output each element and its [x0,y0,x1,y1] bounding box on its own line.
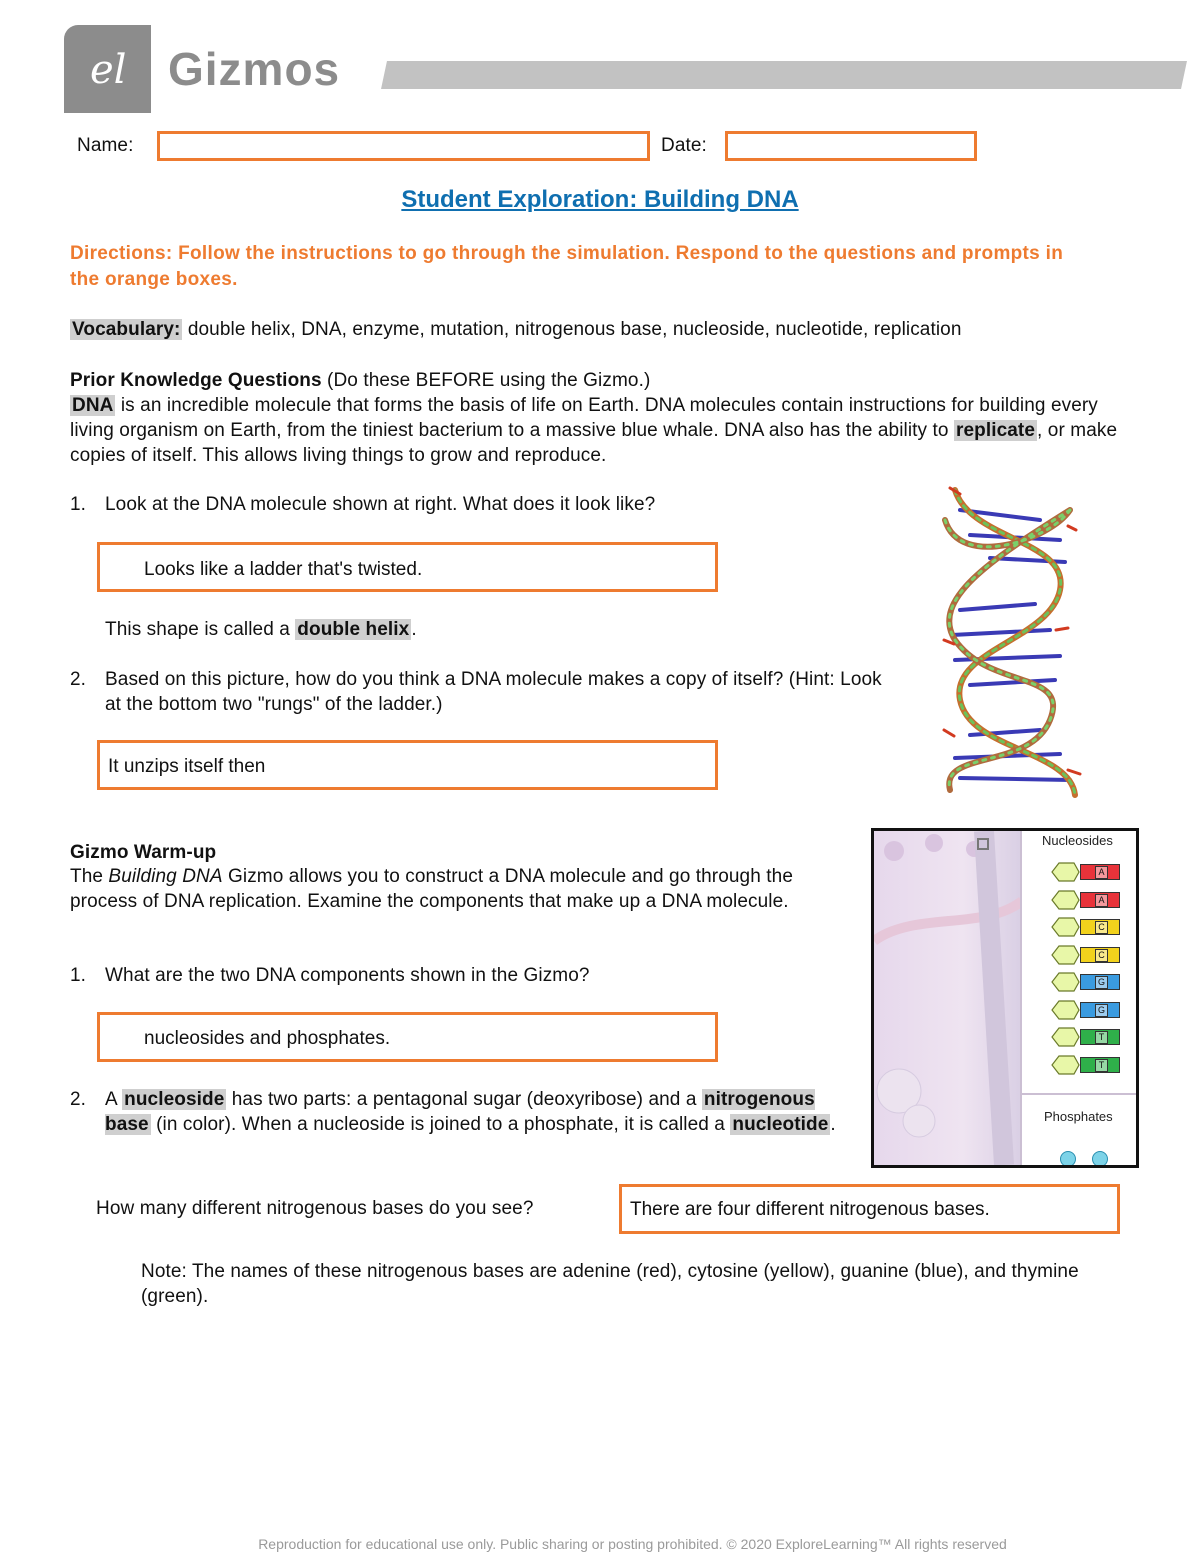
base-letter: G [1095,1004,1108,1017]
gizmo-screenshot [871,828,1139,1168]
phosphate-icon[interactable] [1060,1151,1076,1167]
nitrogenous-base [1080,1057,1120,1073]
footer-copyright: Reproduction for educational use only. Public sharing or posting prohibited. © 2020 ExploreLearning™ All rights reserved [258,1536,1007,1552]
nucleosides-label: Nucleosides [1042,833,1113,848]
question-number: 1. [70,494,87,515]
answer-box[interactable]: nucleosides and phosphates. [97,1012,718,1062]
question-number: 2. [70,669,87,690]
base-letter: A [1095,894,1108,907]
deoxyribose-pentagon-icon [1048,1026,1082,1048]
explorelearning-logo-icon [64,25,151,113]
answer-box[interactable]: There are four different nitrogenous bases. [619,1184,1120,1234]
divider [1022,1093,1139,1095]
nitrogenous-base [1080,1029,1120,1045]
question-text: Look at the DNA molecule shown at right. What does it look like? [105,494,656,515]
logo-text: Gizmos [168,43,341,95]
logo-mark [64,25,151,113]
nitrogenous-base [1080,1002,1120,1018]
question-text: What are the two DNA components shown in the Gizmo? [105,965,590,986]
cell-background-image [874,831,1022,1165]
header-bar [381,61,1187,89]
prior-knowledge-heading: Prior Knowledge Questions (Do these BEFORE using the Gizmo.) [70,370,651,391]
deoxyribose-pentagon-icon [1048,971,1082,993]
deoxyribose-pentagon-icon [1048,999,1082,1021]
svg-text:el: el [90,47,127,93]
follow-up-text: This shape is called a double helix . [105,619,417,640]
base-letter: C [1095,921,1108,934]
question-text: Based on this picture, how do you think a DNA molecule makes a copy of itself? (Hint: Look at the bottom two "rungs" of the ladder.) [105,669,882,715]
answer-box[interactable]: Looks like a ladder that's twisted. [97,542,718,592]
gizmo-workspace [874,831,1022,1165]
question-number: 2. [70,1089,87,1110]
deoxyribose-pentagon-icon [1048,916,1082,938]
phosphate-icon[interactable] [1092,1151,1108,1167]
date-field[interactable] [725,131,977,161]
warmup-heading: Gizmo Warm-up [70,842,217,863]
base-letter: T [1095,1059,1108,1072]
deoxyribose-pentagon-icon [1048,889,1082,911]
page-title: Student Exploration: Building DNA [401,186,799,213]
vocabulary-label: Vocabulary: [72,319,181,340]
warmup-intro: The Building DNA Gizmo allows you to construct a DNA molecule and go through the process of DNA replication. Examine the components that make up a DNA molecule. [70,866,793,912]
deoxyribose-pentagon-icon [1048,1054,1082,1076]
base-letter: A [1095,866,1108,879]
question-number: 1. [70,965,87,986]
name-label: Name: [77,135,134,156]
nitrogenous-base [1080,919,1120,935]
deoxyribose-pentagon-icon [1048,861,1082,883]
name-field[interactable] [157,131,650,161]
question-text: How many different nitrogenous bases do you see? [96,1198,534,1219]
vocabulary-terms: double helix, DNA, enzyme, mutation, nitrogenous base, nucleoside, nucleotide, replication [182,319,962,340]
gizmo-palette [1020,831,1139,1165]
nitrogenous-base [1080,892,1120,908]
base-letter: G [1095,976,1108,989]
base-letter: T [1095,1031,1108,1044]
base-letter: C [1095,949,1108,962]
date-label: Date: [661,135,707,156]
nitrogenous-base [1080,864,1120,880]
question-text: A nucleoside has two parts: a pentagonal sugar (deoxyribose) and a nitrogenous base (in color). When a nucleoside is joined to a phosphate, it is called a nucleotide . [105,1089,836,1135]
note-text: Note: The names of these nitrogenous bases are adenine (red), cytosine (yellow), guanine (blue), and thymine (green). [141,1261,1079,1307]
directions: Directions: Follow the instructions to go through the simulation. Respond to the questions and prompts in the orange boxes. [70,243,1064,290]
vocabulary-line [70,317,1130,342]
dna-helix-image [930,480,1090,800]
answer-box[interactable]: It unzips itself then [97,740,718,790]
nitrogenous-base [1080,974,1120,990]
phosphates-label: Phosphates [1044,1109,1113,1124]
deoxyribose-pentagon-icon [1048,944,1082,966]
prior-knowledge-paragraph: DNA is an incredible molecule that forms the basis of life on Earth. DNA molecules contain instructions for building every living organism on Earth, from the tiniest bacterium to a massive blue whale. DNA also has the ability to replicate , or make copies of itself. This allows living things to grow and reproduce. [70,395,1118,466]
nitrogenous-base [1080,947,1120,963]
